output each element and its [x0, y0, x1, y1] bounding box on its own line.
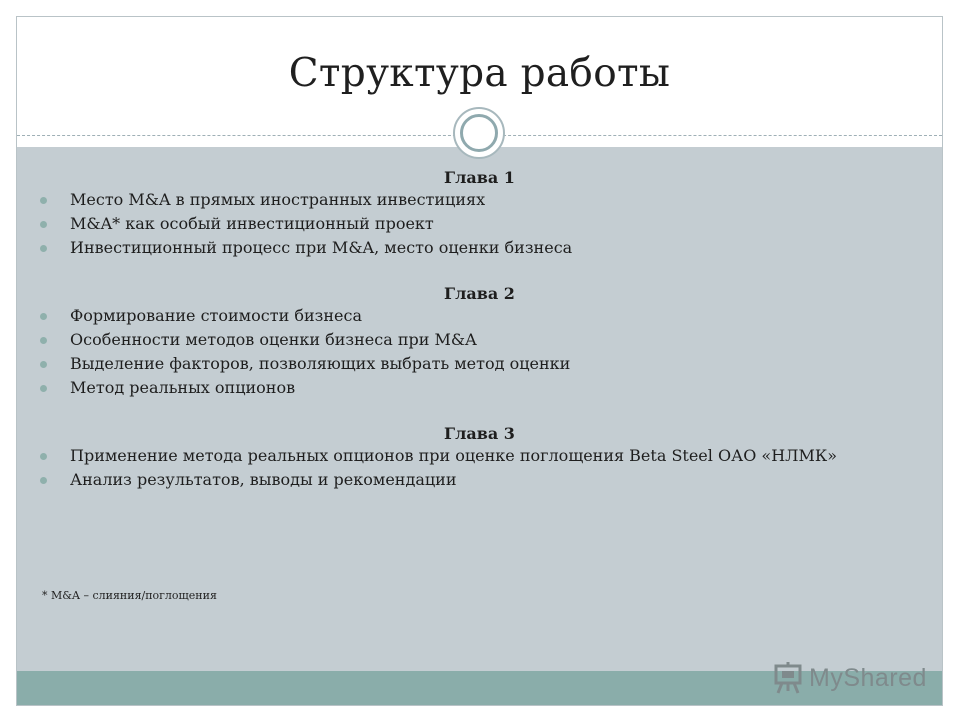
bullet-icon [40, 221, 47, 228]
chapter-heading: Глава 3 [444, 424, 515, 443]
ring-inner [460, 114, 498, 152]
list-item-text: Особенности методов оценки бизнеса при M&A [70, 330, 477, 349]
list-item-text: Применение метода реальных опционов при оценке поглощения Beta Steel ОАО «НЛМК» [70, 446, 838, 465]
footnote: * M&A – слияния/поглощения [42, 589, 217, 602]
list-item-text: Метод реальных опционов [70, 378, 296, 397]
bullet-icon [40, 453, 47, 460]
list-item [17, 237, 942, 259]
list-item [17, 445, 942, 467]
list-item [17, 213, 942, 235]
slide [16, 16, 943, 706]
chapter-heading: Глава 2 [444, 284, 515, 303]
list-item-text: Анализ результатов, выводы и рекомендации [70, 470, 457, 489]
chapter-list [17, 445, 942, 491]
myshared-logo[interactable] [769, 659, 939, 699]
bullet-icon [40, 313, 47, 320]
list-item-text: Инвестиционный процесс при M&A, место оценки бизнеса [70, 238, 573, 257]
chapter-list [17, 189, 942, 259]
list-item [17, 305, 942, 327]
list-item-text: Выделение факторов, позволяющих выбрать метод оценки [70, 354, 571, 373]
list-item-text: Формирование стоимости бизнеса [70, 306, 362, 325]
slide-title: Структура работы [288, 51, 671, 96]
bullet-icon [40, 477, 47, 484]
ring-ornament-icon [453, 107, 505, 159]
list-item [17, 469, 942, 491]
chapter-list [17, 305, 942, 399]
list-item [17, 189, 942, 211]
presentation-board-icon [771, 661, 807, 697]
chapters-content [17, 167, 942, 493]
bullet-icon [40, 245, 47, 252]
list-item-text: M&A* как особый инвестиционный проект [70, 214, 434, 233]
list-item [17, 329, 942, 351]
list-item-text: Место M&A в прямых иностранных инвестициях [70, 190, 486, 209]
bullet-icon [40, 361, 47, 368]
bullet-icon [40, 337, 47, 344]
bullet-icon [40, 197, 47, 204]
logo-text: MyShared [809, 664, 927, 692]
list-item [17, 353, 942, 375]
list-item [17, 377, 942, 399]
chapter-heading: Глава 1 [444, 168, 515, 187]
bullet-icon [40, 385, 47, 392]
